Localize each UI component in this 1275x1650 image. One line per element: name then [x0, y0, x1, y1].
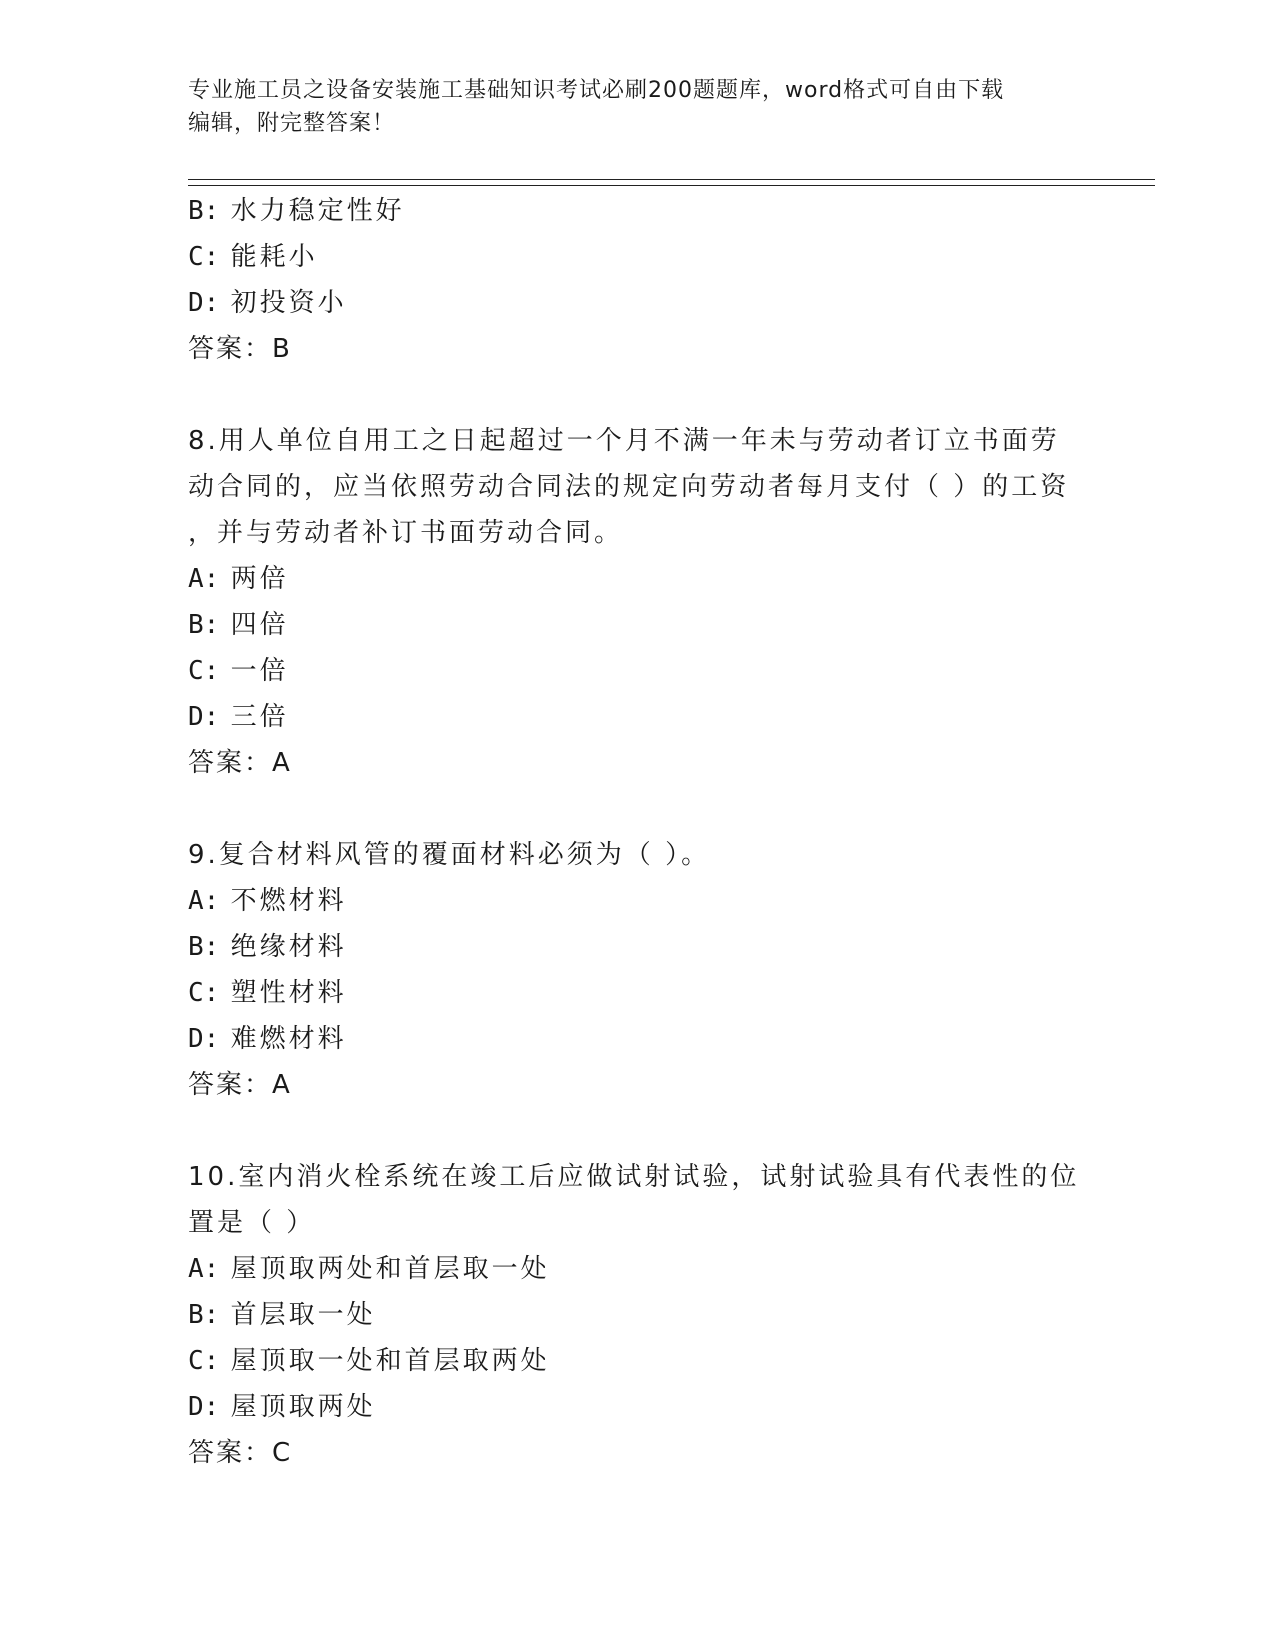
option-letter: B:: [188, 196, 220, 226]
option-letter: C:: [188, 1346, 220, 1376]
page-header: [188, 74, 1088, 140]
option-text: 不燃材料: [230, 886, 347, 916]
question-8: [188, 418, 1088, 786]
header-divider: [188, 179, 1155, 186]
option-text: 难燃材料: [230, 1024, 347, 1054]
option-d: [188, 280, 1088, 326]
option-letter: B:: [188, 932, 220, 962]
option-b: [188, 1292, 1088, 1338]
header-title-line-1: 专业施工员之设备安装施工基础知识考试必刷200题题库，word格式可自由下载: [188, 78, 1005, 103]
option-text: 水力稳定性好: [230, 196, 405, 226]
question-stem-line: ，并与劳动者补订书面劳动合同。: [188, 518, 624, 548]
option-b: [188, 602, 1088, 648]
option-letter: C:: [188, 242, 220, 272]
option-text: 塑性材料: [230, 978, 347, 1008]
option-d: [188, 694, 1088, 740]
option-letter: A:: [188, 1254, 220, 1284]
option-letter: D:: [188, 1024, 220, 1054]
question-stem-line: 10.室内消火栓系统在竣工后应做试射试验，试射试验具有代表性的位: [188, 1162, 1080, 1192]
option-text: 绝缘材料: [230, 932, 347, 962]
answer-line: 答案：A: [188, 748, 292, 778]
option-c: [188, 970, 1088, 1016]
option-b: [188, 188, 1088, 234]
option-text: 首层取一处: [230, 1300, 376, 1330]
option-c: [188, 234, 1088, 280]
option-letter: D:: [188, 1392, 220, 1422]
option-letter: C:: [188, 978, 220, 1008]
answer-line: 答案：B: [188, 334, 292, 364]
spacer: [188, 786, 1088, 832]
option-d: [188, 1384, 1088, 1430]
question-9: [188, 832, 1088, 1108]
option-text: 四倍: [230, 610, 289, 640]
option-text: 一倍: [230, 656, 289, 686]
spacer: [188, 1108, 1088, 1154]
option-a: [188, 878, 1088, 924]
question-stem-line: 动合同的，应当依照劳动合同法的规定向劳动者每月支付（ ）的工资: [188, 472, 1070, 502]
option-text: 屋顶取两处和首层取一处: [230, 1254, 550, 1284]
header-title-line-2: 编辑，附完整答案！: [188, 111, 396, 136]
option-letter: A:: [188, 886, 220, 916]
question-list: [188, 188, 1088, 1476]
option-d: [188, 1016, 1088, 1062]
option-a: [188, 1246, 1088, 1292]
option-text: 屋顶取一处和首层取两处: [230, 1346, 550, 1376]
option-letter: A:: [188, 564, 220, 594]
option-letter: D:: [188, 702, 220, 732]
option-text: 屋顶取两处: [230, 1392, 376, 1422]
option-text: 能耗小: [230, 242, 318, 272]
question-7-continued: [188, 188, 1088, 372]
question-stem-line: 9.复合材料风管的覆面材料必须为（ ）。: [188, 840, 711, 870]
answer-line: 答案：A: [188, 1070, 292, 1100]
option-letter: D:: [188, 288, 220, 318]
spacer: [188, 372, 1088, 418]
option-text: 三倍: [230, 702, 289, 732]
option-text: 初投资小: [230, 288, 347, 318]
option-c: [188, 1338, 1088, 1384]
option-a: [188, 556, 1088, 602]
question-stem-line: 8.用人单位自用工之日起超过一个月不满一年未与劳动者订立书面劳: [188, 426, 1060, 456]
option-letter: B:: [188, 610, 220, 640]
option-letter: B:: [188, 1300, 220, 1330]
option-text: 两倍: [230, 564, 289, 594]
answer-line: 答案：C: [188, 1438, 293, 1468]
question-stem-line: 置是（ ）: [188, 1208, 316, 1238]
option-letter: C:: [188, 656, 220, 686]
option-c: [188, 648, 1088, 694]
option-b: [188, 924, 1088, 970]
question-10: [188, 1154, 1088, 1476]
